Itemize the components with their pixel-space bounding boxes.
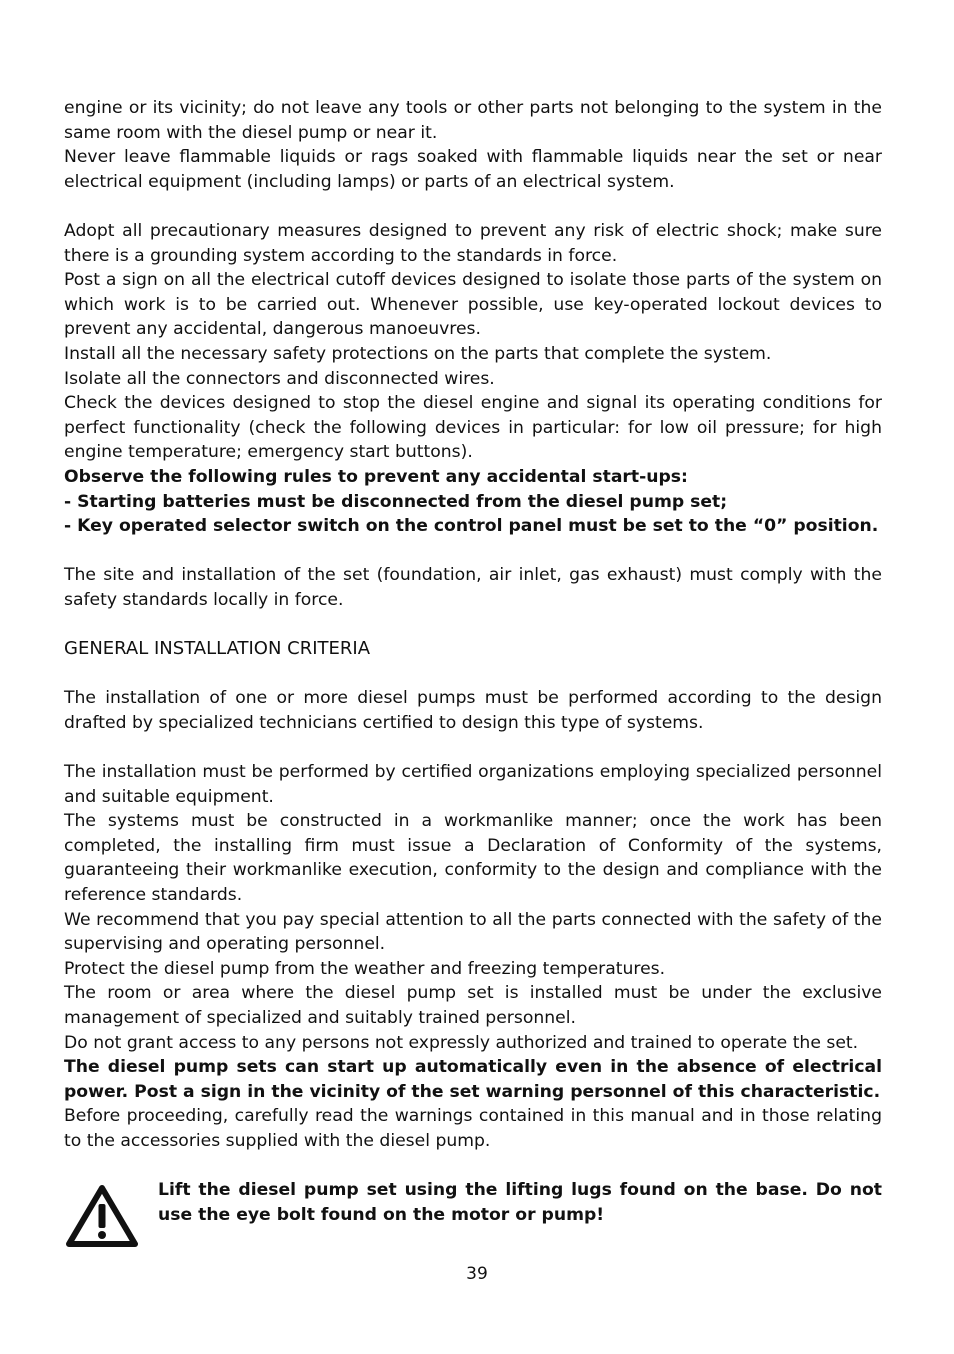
paragraph: The room or area where the diesel pump set is installed must be under the exclusive management of specialized and suitably trained personnel. — [64, 983, 882, 1028]
paragraph: We recommend that you pay special attention to all the parts connected with the safety of the supervising and operating personnel. — [64, 909, 882, 955]
bold-rule-intro: Observe the following rules to prevent any accidental start-ups: — [64, 466, 688, 487]
paragraph: The installation of one or more diesel pumps must be performed according to the design drafted by specialized technicians certified to design this type of systems. — [64, 688, 882, 733]
paragraph: Install all the necessary safety protections on the parts that complete the system. — [64, 343, 772, 364]
lifting-warning — [64, 1178, 882, 1248]
paragraph: Post a sign on all the electrical cutoff devices designed to isolate those parts of the system on which work is to be carried out. Whenever possible, use key-operated lockout devices to prevent any accidental, dangerous manoeuvres. — [64, 270, 882, 340]
paragraph: Protect the diesel pump from the weather and freezing temperatures. — [64, 958, 666, 979]
paragraph: The systems must be constructed in a workmanlike manner; once the work has been completed, the installing firm must issue a Declaration of Conformity of the systems, guaranteeing their workmanlike execution, conformity to the design and compliance with the reference standards. — [64, 811, 882, 905]
spacer — [64, 735, 882, 760]
paragraph: Never leave flammable liquids or rags soaked with flammable liquids near the set or near electrical equipment (including lamps) or parts of an electrical system. — [64, 147, 882, 192]
spacer — [64, 194, 882, 219]
spacer — [64, 662, 882, 687]
paragraph: Isolate all the connectors and disconnected wires. — [64, 368, 495, 389]
lifting-warning-text: Lift the diesel pump set using the lifting lugs found on the base. Do not use the eye bolt found on the motor or pump! — [158, 1180, 882, 1225]
paragraph: Do not grant access to any persons not expressly authorized and trained to operate the set. — [64, 1032, 859, 1053]
paragraph: Before proceeding, carefully read the warnings contained in this manual and in those relating to the accessories supplied with the diesel pump. — [64, 1106, 882, 1151]
bold-rule-item: - Starting batteries must be disconnected from the diesel pump set; — [64, 491, 728, 512]
bold-rule-item: - Key operated selector switch on the control panel must be set to the “0” position. — [64, 516, 879, 537]
warning-triangle-icon — [66, 1184, 138, 1248]
bold-warning-paragraph: The diesel pump sets can start up automatically even in the absence of electrical power. Post a sign in the vicinity of the set warning personnel of this characteristic. — [64, 1057, 882, 1102]
paragraph: Check the devices designed to stop the diesel engine and signal its operating conditions for perfect functionality (check the following devices in particular: for low oil pressure; for high engine temperature; emergency start buttons). — [64, 393, 882, 463]
section-heading: GENERAL INSTALLATION CRITERIA — [64, 638, 371, 660]
spacer — [64, 539, 882, 564]
spacer — [64, 1154, 882, 1179]
spacer — [64, 612, 882, 637]
paragraph: The site and installation of the set (foundation, air inlet, gas exhaust) must comply with the safety standards locally in force. — [64, 565, 882, 610]
page-number: 39 — [466, 1264, 488, 1284]
paragraph: The installation must be performed by certified organizations employing specialized personnel and suitable equipment. — [64, 762, 882, 807]
paragraph: engine or its vicinity; do not leave any tools or other parts not belonging to the system in the same room with the diesel pump or near it. — [64, 98, 882, 143]
text-column — [64, 96, 882, 1248]
paragraph: Adopt all precautionary measures designed to prevent any risk of electric shock; make sure there is a grounding system according to the standards in force. — [64, 220, 882, 266]
